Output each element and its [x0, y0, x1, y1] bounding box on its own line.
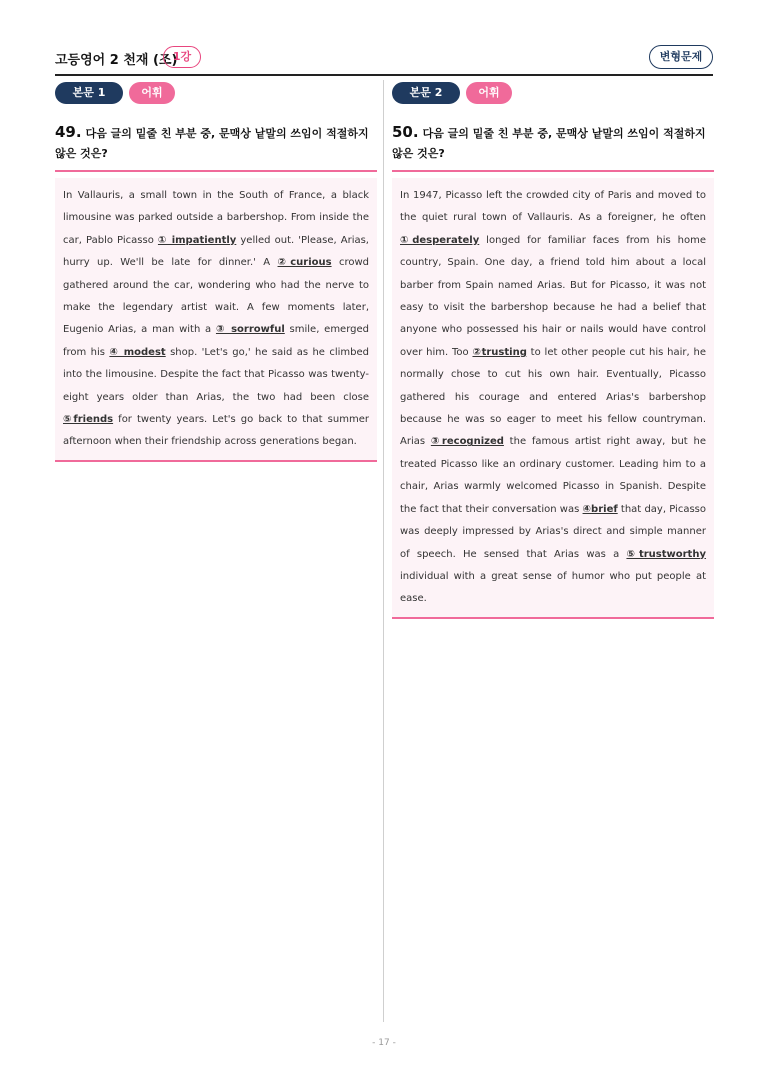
passage-segment: In 1947, Picasso left the crowded city of Paris and moved to the quiet rural town of Vallauris. As a foreigner, he often — [400, 190, 706, 224]
question-number: 50. — [392, 123, 419, 141]
passage-segment: yelled out. 'Please, Arias, hurry up. We'll be late for dinner.' A — [63, 234, 369, 269]
question-49-column — [55, 82, 377, 462]
underlined-choice-2: ②trusting — [472, 346, 527, 358]
underlined-choice-1: ① impatiently — [157, 234, 237, 246]
passage-segment: to let other people cut his hair, he normally chose to cut his own hair. Eventually, Picasso gathered his courage and entered Arias's barbershop because he was so eager to meet his fellow countryman. Arias — [400, 346, 706, 448]
category-tag: 어휘 — [466, 82, 512, 104]
lesson-badge: 1강 — [163, 46, 201, 68]
tag-row — [392, 82, 714, 104]
passage-tag: 본문 2 — [392, 82, 460, 104]
page-number: - 17 - — [372, 1038, 396, 1048]
underlined-choice-2: ②curious — [277, 257, 332, 269]
passage-segment: crowd gathered around the car, wondering who had the nerve to make the legendary artist wait. A few moments later, Eugenio Arias, a man with a — [63, 257, 369, 336]
underlined-choice-5: ⑤trustworthy — [626, 548, 706, 560]
underlined-choice-1: ①desperately — [400, 234, 480, 246]
column-divider — [383, 80, 384, 1022]
passage-segment: for twenty years. Let's go back to that summer afternoon when their friendship across generations began. — [63, 414, 369, 448]
underlined-choice-3: ③ sorrowful — [215, 324, 285, 336]
question-number: 49. — [55, 123, 82, 141]
question-text: 다음 글의 밑줄 친 부분 중, 문맥상 낱말의 쓰임이 적절하지 않은 것은? — [392, 127, 706, 160]
question-prompt — [392, 122, 714, 172]
underlined-choice-5: ⑤friends — [63, 414, 114, 426]
underlined-choice-4: ④ modest — [109, 346, 166, 358]
passage-tag: 본문 1 — [55, 82, 123, 104]
passage-box — [55, 178, 377, 462]
question-text: 다음 글의 밑줄 친 부분 중, 문맥상 낱말의 쓰임이 적절하지 않은 것은? — [55, 127, 369, 160]
page-header — [55, 44, 713, 76]
question-prompt — [55, 122, 377, 172]
question-50-column — [392, 82, 714, 619]
underlined-choice-4: ④brief — [582, 503, 618, 515]
passage-segment: that day, Picasso was deeply impressed by Arias's direct and simple manner of speech. He sensed that Arias was a — [400, 503, 706, 560]
passage-segment: shop. 'Let's go,' he said as he climbed into the limousine. Despite the fact that Picasso was twenty-eight years older than Arias, the two had been close — [63, 346, 369, 403]
question-type-badge: 변형문제 — [649, 45, 713, 69]
passage-box — [392, 178, 714, 619]
category-tag: 어휘 — [129, 82, 175, 104]
passage-segment: the famous artist right away, but he treated Picasso like an ordinary customer. Leading him to a chair, Arias warmly welcomed Picasso in Spanish. Despite the fact that their conversation was — [400, 436, 706, 515]
passage-segment: smile, emerged from his — [63, 324, 369, 358]
tag-row — [55, 82, 377, 104]
passage-segment: longed for familiar faces from his home country, Spain. One day, a friend told him about a local barber from Spain named Arias. But for Picasso, it was not easy to visit the barbershop because he had a belief that anyone who possessed his hair or nails would have control over him. Too — [400, 234, 706, 358]
passage-segment: individual with a great sense of humor who put people at ease. — [400, 570, 706, 605]
passage-segment: In Vallauris, a small town in the South of France, a black limousine was parked outside a barbershop. From inside the car, Pablo Picasso — [63, 190, 369, 246]
underlined-choice-3: ③recognized — [430, 436, 504, 448]
book-title: 고등영어 2 천재 (조) — [55, 53, 178, 68]
